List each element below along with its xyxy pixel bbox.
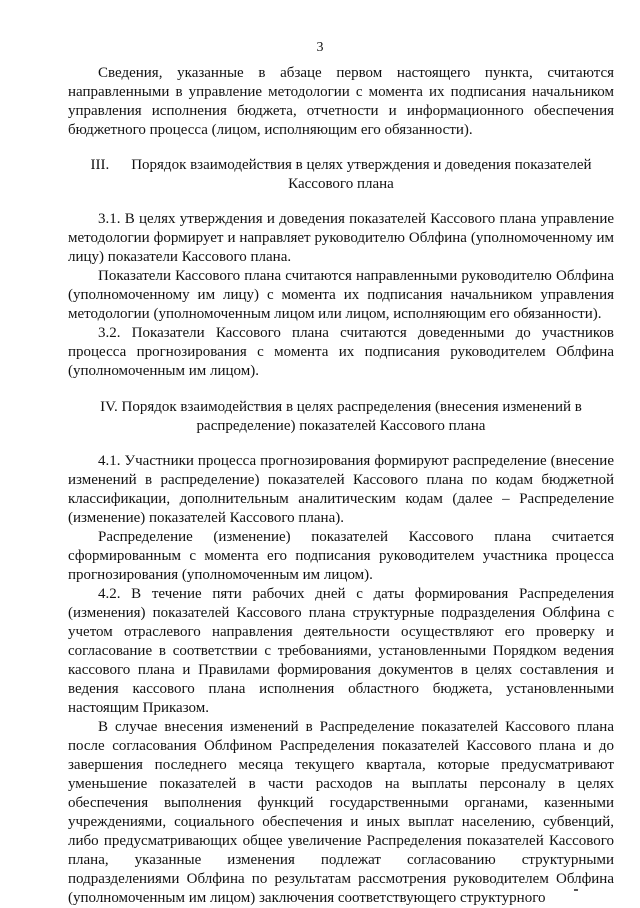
page-number: 3 xyxy=(316,40,324,55)
section-4-heading: IV. Порядок взаимодействия в целях распределения (внесения изменений в распределение) показателей Кассового плана xyxy=(100,399,582,434)
paragraph-3-1-b: Показатели Кассового плана считаются направленными руководителю Облфина (уполномоченному им лицу) с момента их подписания начальником управления методологии (уполномоченным лицом или лицом, исполняющим его обязанности). xyxy=(68,268,614,322)
paragraph-4-1-b: Распределение (изменение) показателей Кассового плана считается сформированным с момента его подписания руководителем участника процесса прогнозирования (уполномоченным им лицом). xyxy=(68,529,614,583)
section-3-heading xyxy=(68,156,614,194)
paragraph-4-2: 4.2. В течение пяти рабочих дней с даты формирования Распределения (изменения) показателей Кассового плана структурные подразделения Облфина с учетом отраслевого направления деятельности осуществляют его проверку и согласование в соответствии с требованиями, установленными Порядком ведения кассового плана и Правилами формирования документов в целях составления и ведения кассового плана исполнения областного бюджета, установленными настоящим Приказом. xyxy=(68,586,614,716)
scan-mark xyxy=(574,889,578,891)
section-3-title: Порядок взаимодействия в целях утверждения и доведения показателей Кассового плана xyxy=(131,157,592,192)
paragraph-intro: Сведения, указанные в абзаце первом настоящего пункта, считаются направленными в управление методологии с момента их подписания начальником управления исполнения бюджета, отчетности и информационного обеспечения бюджетного процесса (лицом, исполняющим его обязанности). xyxy=(68,65,614,138)
paragraph-3-2: 3.2. Показатели Кассового плана считаются доведенными до участников процесса прогнозирования с момента их подписания руководителем Облфина (уполномоченным им лицом). xyxy=(68,325,614,379)
paragraph-3-1: 3.1. В целях утверждения и доведения показателей Кассового плана управление методологии формирует и направляет руководителю Облфина (уполномоченному им лицу) показатели Кассового плана. xyxy=(68,211,614,265)
paragraph-4-1: 4.1. Участники процесса прогнозирования формируют распределение (внесение изменений в распределение) показателей Кассового плана по кодам бюджетной классификации, дополнительным аналитическим кодам (далее – Распределение (изменение) показателей Кассового плана). xyxy=(68,453,614,526)
section-3-number: III. xyxy=(90,157,110,173)
paragraph-4-2-b: В случае внесения изменений в Распределение показателей Кассового плана после согласования Облфином Распределения показателей Кассового плана и до завершения последнего месяца текущего квартала, которые предусматривают уменьшение показателей в части расходов на выплаты персоналу в целях обеспечения выполнения функций государственными органами, казенными учреждениями, социального обеспечения и иных выплат населению, субвенций, либо предусматривающих общее увеличение Распределения показателей Кассового плана, указанные изменения подлежат согласованию структурными подразделениями Облфина по результатам рассмотрения руководителем Облфина (уполномоченным им лицом) заключения соответствующего структурного xyxy=(68,719,614,906)
document-body xyxy=(68,64,614,908)
